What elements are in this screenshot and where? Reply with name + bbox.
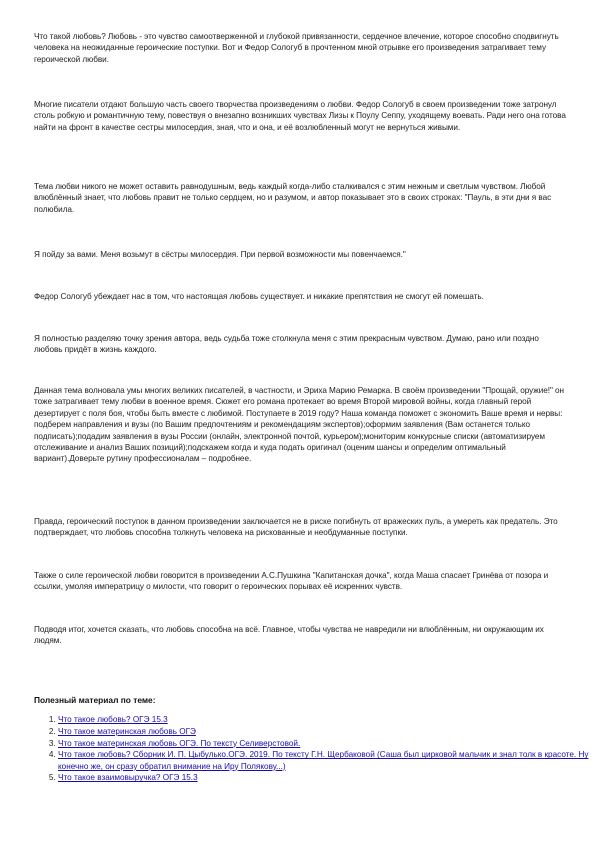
- paragraph-remarque: Данная тема волновала умы многих великих писателей, в частности, и Эриха Марию Ремарка. В своём произведении "Прощай, оружие!" он тоже затрагивает тему любви в военное время. Сюжет его романа протекает во время Второй мировой войны, когда главный герой дезертирует с поля боя, чтобы быть вместе с любимой. Поступаете в 2019 году? Наша команда поможет с экономить Ваше время и нервы: подберем направления и вузы (по Вашим предпочтениям и рекомендациям экспертов);оформим заявления (Вам останется только подписать);подадим заявления в вузы России (онлайн, электронной почтой, курьером);мониторим конкурсные списки (автоматизируем отслеживание и анализ Ваших позиций);подскажем когда и куда подать оригинал (оценим шансы и определим оптимальный вариант).Доверьте рутину профессионалам – подробнее.: [34, 386, 565, 464]
- paragraph-conviction: Федор Сологуб убеждает нас в том, что настоящая любовь существует. и никакие препятствия не смогут ей помешать.: [34, 292, 484, 301]
- paragraph-writers: Многие писатели отдают большую часть своего творчества произведениям о любви. Федор Сологуб в своем произведении тоже затронул столь робкую и романтичную тему, повествуя о внезапно возникших чувствах Лизы к Поулу Сеппу, уходящему воевать. Ради него она готова найти на фронт в качестве сестры милосердия, зная, что и она, и её возлюбленный могут не вернуться живыми.: [34, 100, 566, 132]
- list-item: [58, 726, 590, 737]
- paragraph-quote: Я пойду за вами. Меня возьмут в сёстры милосердия. При первой возможности мы повенчаемся.": [34, 250, 406, 259]
- paragraph-theme: Тема любви никого не может оставить равнодушным, ведь каждый когда-либо сталкивался с этим нежным и светлым чувством. Любой влюблённый знает, что любовь правит не только сердцем, но и разумом, и автор показывает это в своих строках: "Пауль, в эти дни я вас полюбила.: [34, 182, 552, 214]
- paragraph-heroism: Правда, героический поступок в данном произведении заключается не в риске погибнуть от вражеских пуль, а умереть как предатель. Это подтверждает, что любовь способна толкнуть человека на рискованные и необдуманные поступки.: [34, 517, 558, 538]
- useful-link-3[interactable]: Что такое материнская любовь ОГЭ. По тексту Селиверстовой.: [58, 738, 301, 748]
- useful-link-2[interactable]: Что такое материнская любовь ОГЭ: [58, 726, 196, 736]
- list-item: [58, 714, 590, 725]
- useful-link-4[interactable]: Что такое любовь? Сборник И. П. Цыбулько.ОГЭ. 2019. По тексту Г.Н. Щербаковой (Саша был цирковой мальчик и знал толк в красоте. Ну конечно же, он сразу обратил внимание на Иру Полякову...): [58, 750, 589, 771]
- useful-links-list: [34, 714, 590, 784]
- useful-link-5[interactable]: Что такое взаимовыручка? ОГЭ 15.3: [58, 773, 198, 783]
- paragraph-conclusion: Подводя итог, хочется сказать, что любовь способна на всё. Главное, чтобы чувства не навредили ни влюблённым, ни окружающим их людям.: [34, 625, 544, 646]
- list-item: [58, 772, 590, 783]
- list-item: [58, 749, 590, 771]
- paragraph-agreement: Я полностью разделяю точку зрения автора, ведь судьба тоже столкнула меня с этим прекрасным чувством. Думаю, рано или поздно любовь придёт в жизнь каждого.: [34, 334, 539, 355]
- useful-material-title: Полезный материал по теме:: [34, 695, 156, 705]
- list-item: [58, 738, 590, 749]
- paragraph-pushkin: Также о силе героической любви говорится в произведении А.С.Пушкина "Капитанская дочка", когда Маша спасает Гринёва от позора и ссылки, умоляя императрицу о милости, что говорит о героических порывах её искренних чувств.: [34, 571, 549, 592]
- paragraph-intro: Что такой любовь? Любовь - это чувство самоотверженной и глубокой привязанности, сердечное влечение, которое способно сподвигнуть человека на неожиданные героические поступки. Вот и Федор Сологуб в прочтенном мной отрывке его произведения затрагивает тему героической любви.: [34, 32, 559, 64]
- useful-link-1[interactable]: Что такое любовь? ОГЭ 15.3: [58, 715, 168, 724]
